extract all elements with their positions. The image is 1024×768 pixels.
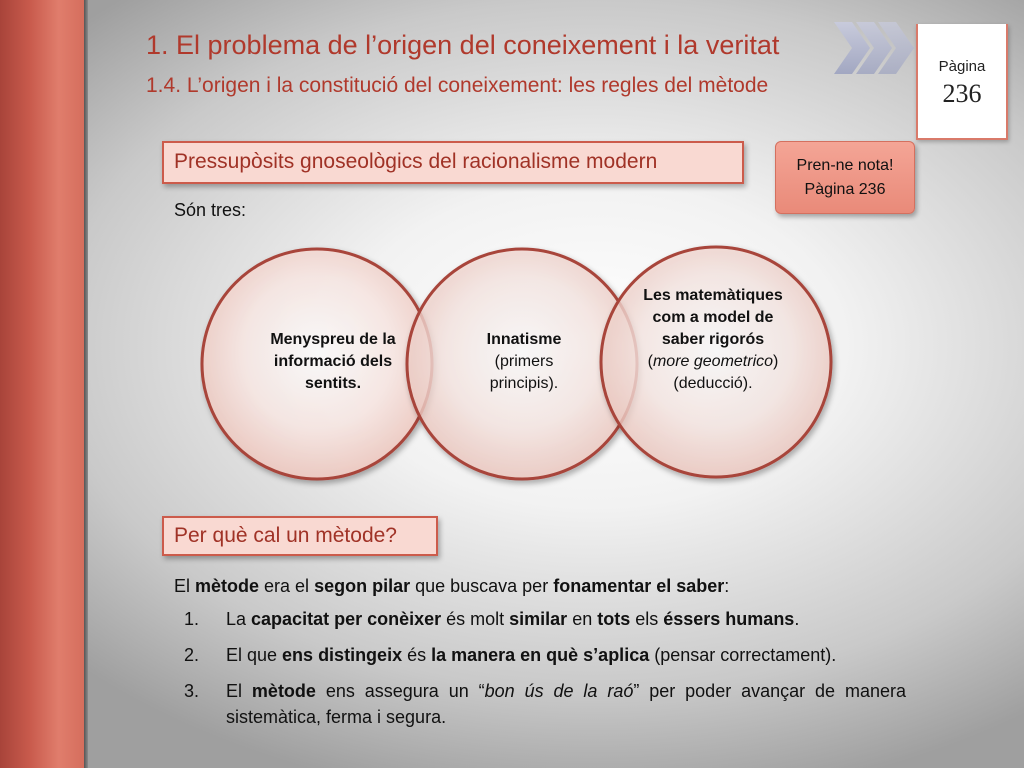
page-tab-number: 236 [942, 79, 982, 108]
section-heading-presuppositions: Pressupòsits gnoseològics del racionalisme modern [162, 141, 744, 184]
chevrons-decoration-icon [830, 18, 920, 78]
slide-subtitle: 1.4. L’origen i la constitució del coneixement: les regles del mètode [146, 74, 769, 97]
section-heading-why-method: Per què cal un mètode? [162, 516, 438, 556]
page-tab-label: Pàgina [938, 58, 986, 75]
list-item: 3. El mètode ens assegura un “bon ús de la raó” per poder avançar de manera sistemàtica, ferma i segura. [184, 681, 906, 727]
left-band-divider [84, 0, 88, 768]
page-reference-tab [916, 24, 1008, 140]
note-line-2: Pàgina 236 [804, 181, 886, 198]
method-points-list [174, 606, 906, 740]
circle-text-innatism: Innatisme (primers principis). [486, 331, 562, 392]
list-item: 1. La capacitat per conèixer és molt similar en tots els éssers humans. [184, 609, 800, 629]
left-decorative-band [0, 0, 84, 768]
method-intro-paragraph: El mètode era el segon pilar que buscava per fonamentar el saber: [174, 576, 730, 596]
take-note-callout [775, 141, 915, 214]
slide-title: 1. El problema de l’origen del coneixement i la veritat [146, 30, 780, 60]
circle-text-mathematics: Les matemàtiques com a model de saber rigorós (more geometrico) (deducció). [643, 287, 783, 392]
list-item: 2. El que ens distingeix és la manera en què s’aplica (pensar correctament). [184, 645, 837, 665]
note-line-1: Pren-ne nota! [796, 157, 894, 174]
presuppositions-intro: Són tres: [174, 200, 247, 220]
circle-text-senses: Menyspreu de la informació dels sentits. [270, 331, 396, 392]
